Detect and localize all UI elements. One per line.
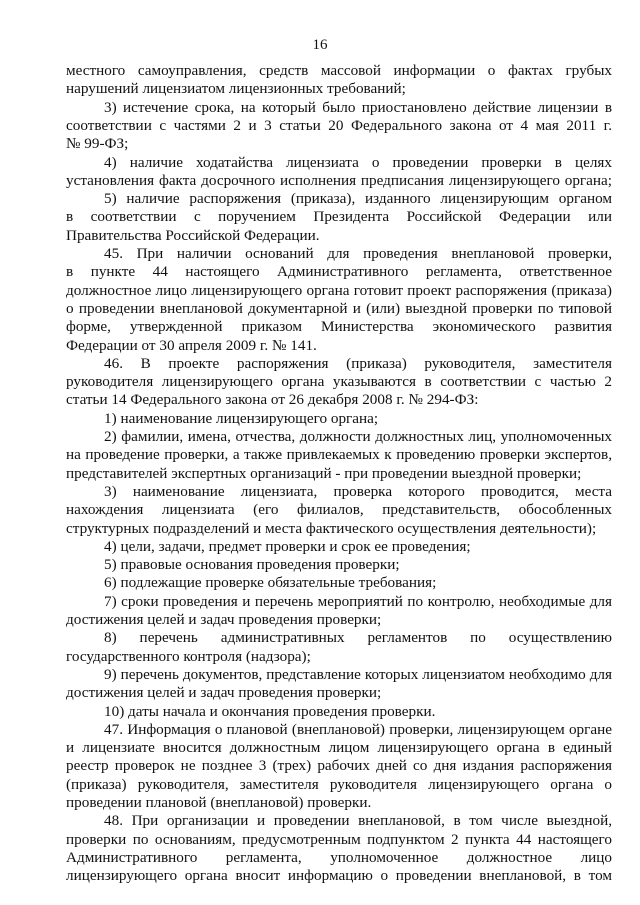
text-line: Федерации от 30 апреля 2009 г. № 141.	[66, 336, 317, 354]
text-line: местного самоуправления, средств массовой информации о фактах грубых	[66, 62, 612, 79]
text-line: достижения целей и задач проведения проверки;	[66, 611, 382, 628]
text-line: 7) сроки проведения и перечень мероприятий по контролю, необходимые для	[104, 592, 612, 610]
text-line: государственного контроля (надзора);	[66, 647, 311, 665]
text-line: Административного регламента, уполномоченное должностное лицо	[66, 848, 612, 866]
text-line: структурных подразделений и места фактического осуществления деятельности);	[66, 519, 597, 537]
text-line: нахождения лицензиата (его филиалов, представительств, обособленных	[66, 501, 612, 519]
text-line: на проведение проверки, а также привлекаемых к проведению проверки экспертов,	[66, 446, 612, 464]
text-line: установления факта досрочного исполнения предписания лицензирующего органа;	[66, 171, 612, 189]
text-line: № 99-ФЗ;	[66, 135, 129, 153]
text-line: 46. В проекте распоряжения (приказа) руководителя, заместителя	[104, 354, 612, 372]
text-line: 47. Информация о плановой (внеплановой) проверки, лицензирующем органе	[104, 720, 612, 738]
text-line: 8) перечень административных регламентов по осуществлению	[104, 629, 612, 647]
text-line: 45. При наличии оснований для проведения внеплановой проверки,	[104, 245, 612, 262]
text-line: в соответствии с поручением Президента Российской Федерации или	[66, 208, 612, 226]
text-line: статьи 14 Федерального закона от 26 декабря 2008 г. № 294-ФЗ:	[66, 391, 479, 409]
text-line: 5) наличие распоряжения (приказа), изданного лицензирующим органом	[104, 190, 612, 208]
text-line: 3) истечение срока, на который было приостановлено действие лицензии в	[104, 98, 612, 116]
text-line: нарушений лицензиатом лицензионных требований;	[66, 80, 406, 98]
text-line: соответствии с частями 2 и 3 статьи 20 Федерального закона от 4 мая 2011 г.	[66, 116, 612, 134]
text-line: должностное лицо лицензирующего органа готовит проект распоряжения (приказа)	[66, 281, 612, 299]
text-line: реестр проверок не позднее 3 (трех) рабочих дней со дня издания распоряжения	[66, 757, 612, 775]
text-line: руководителя лицензирующего органа указываются в соответствии с частью 2	[66, 373, 612, 391]
text-line: в пункте 44 настоящего Административного регламента, ответственное	[66, 263, 612, 281]
text-line: 1) наименование лицензирующего органа;	[104, 409, 379, 427]
text-line: проведении плановой (внеплановой) проверки.	[66, 794, 372, 811]
page-number: 16	[312, 37, 328, 53]
text-line: 2) фамилии, имена, отчества, должности должностных лиц, уполномоченных	[104, 428, 612, 445]
text-line: Правительства Российской Федерации.	[66, 226, 320, 244]
text-line: лицензирующего органа вносит информацию о проведении внеплановой, в том	[66, 867, 612, 885]
text-line: 4) наличие ходатайства лицензиата о проведении проверки в целях	[104, 153, 612, 171]
text-line: проверки по основаниям, предусмотренным подпунктом 2 пункта 44 настоящего	[66, 830, 612, 848]
text-line: 9) перечень документов, представление которых лицензиатом необходимо для	[104, 665, 612, 683]
text-line: 5) правовые основания проведения проверки;	[104, 556, 400, 574]
text-line: 6) подлежащие проверке обязательные требования;	[104, 574, 437, 592]
text-line: достижения целей и задач проведения проверки;	[66, 684, 382, 702]
text-line: (приказа) руководителя, заместителя руководителя лицензирующего органа о	[66, 775, 612, 793]
text-line: представителей экспертных организаций - при проведении выездной проверки;	[66, 464, 582, 482]
text-line: 3) наименование лицензиата, проверка которого проводится, места	[104, 482, 612, 500]
text-line: о проведении внеплановой документарной и (или) выездной проверки по типовой	[66, 299, 612, 317]
text-line: 4) цели, задачи, предмет проверки и срок ее проведения;	[104, 537, 471, 555]
text-line: 48. При организации и проведении внеплановой, в том числе выездной,	[104, 812, 612, 830]
text-line: 10) даты начала и окончания проведения проверки.	[104, 702, 436, 720]
text-line: и лицензиате вносится должностным лицом лицензирующего органа в единый	[66, 739, 612, 757]
text-line: форме, утвержденной приказом Министерства экономического развития	[66, 318, 612, 336]
